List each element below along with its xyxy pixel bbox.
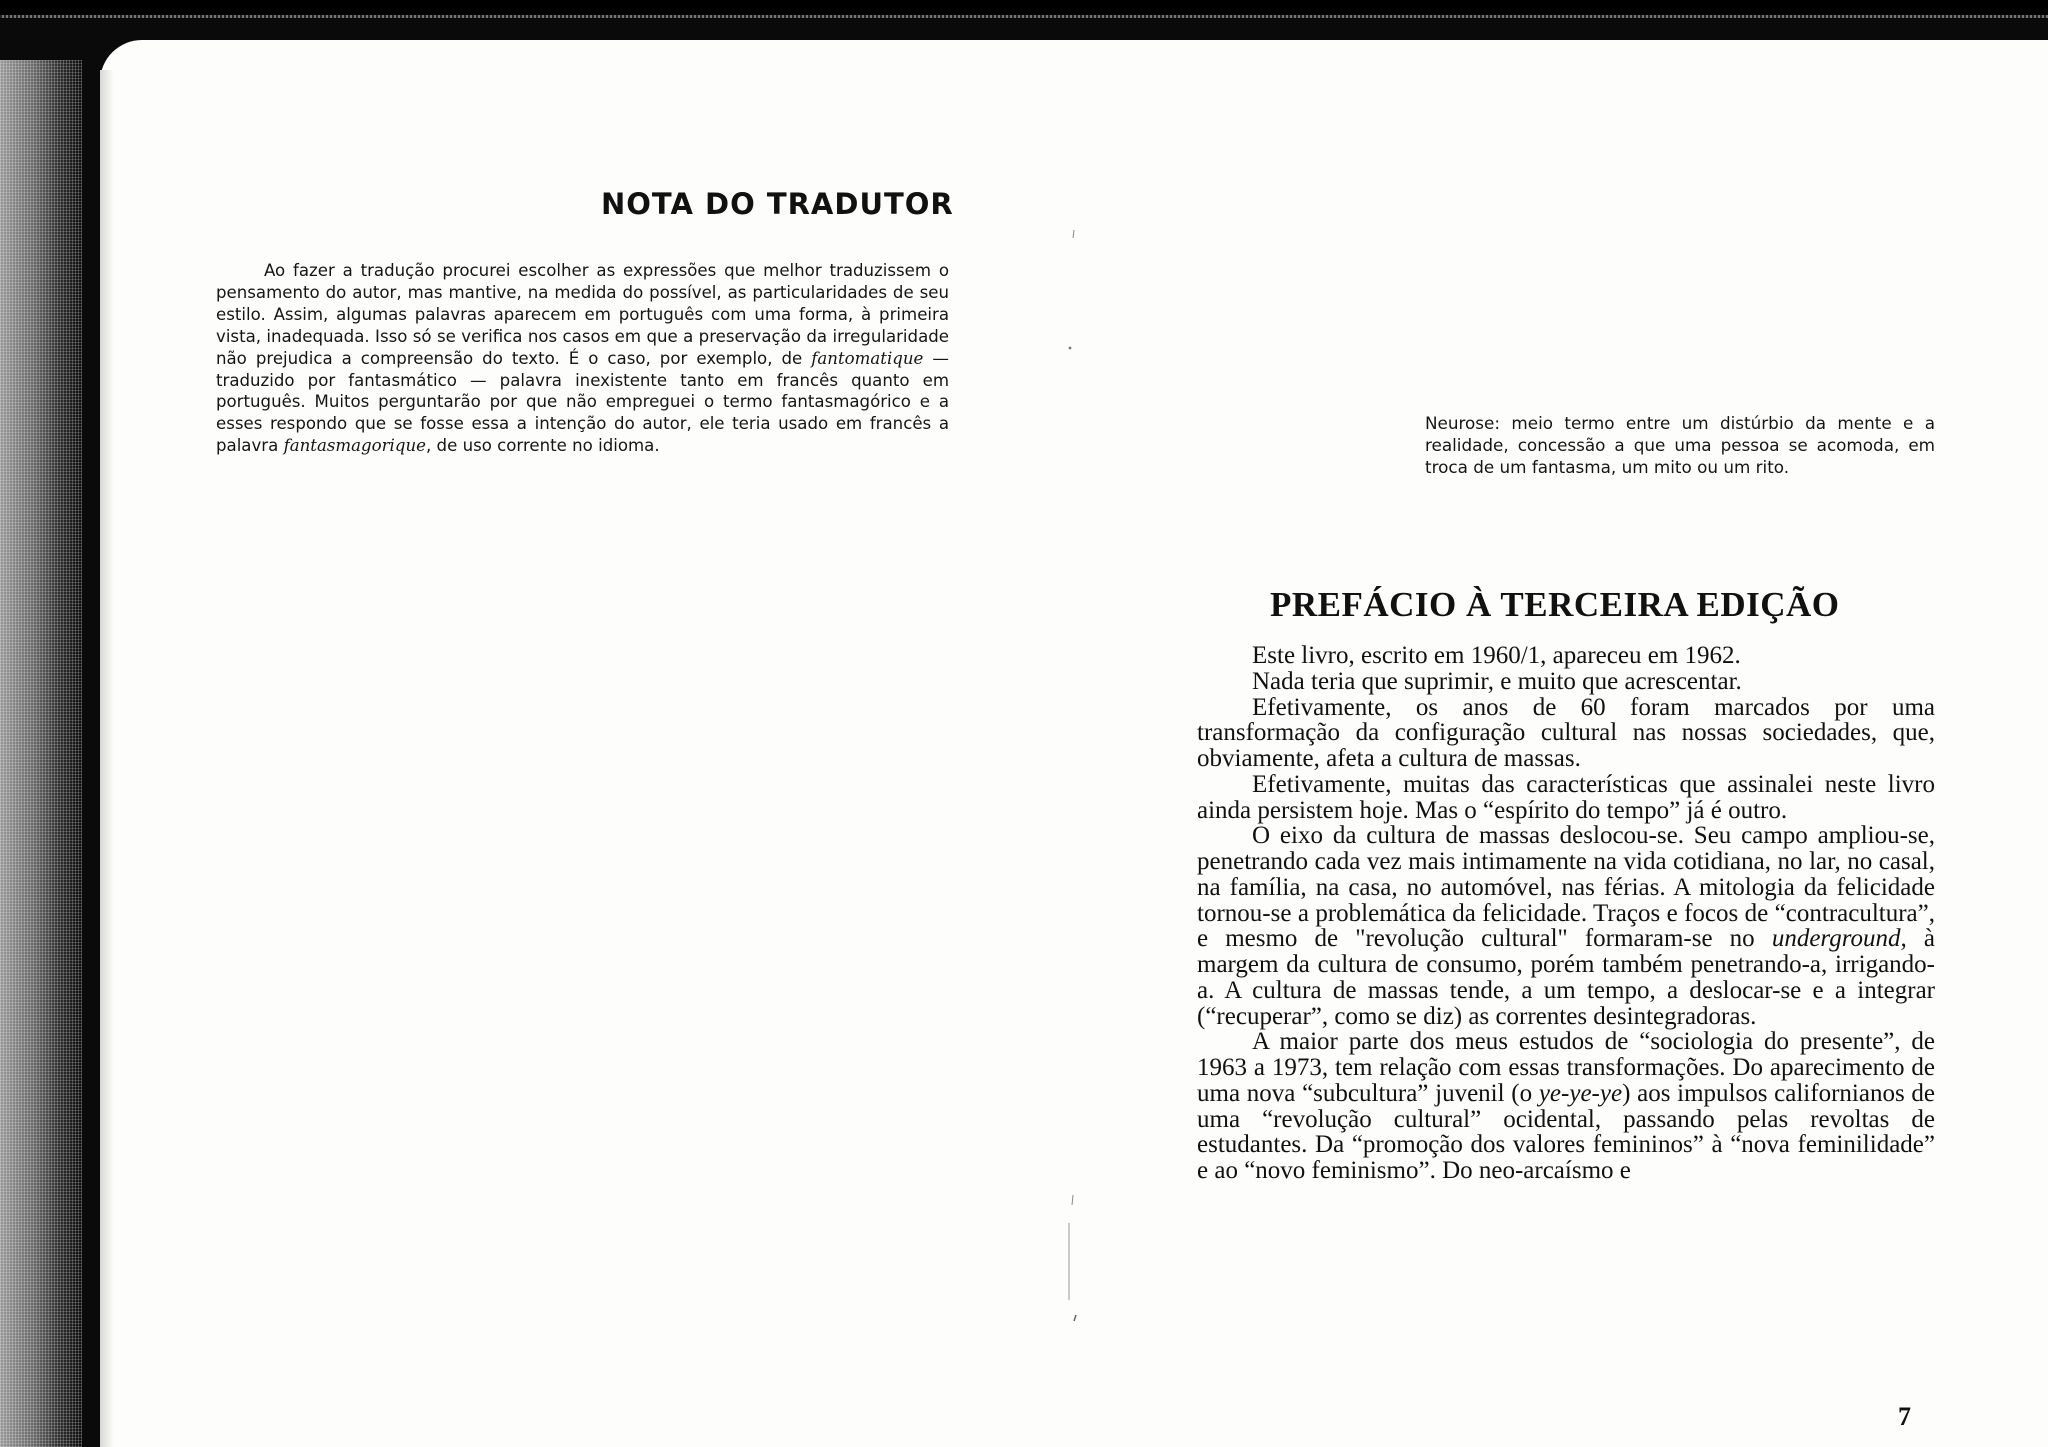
text-run: , de uso corrente no idioma. xyxy=(426,436,660,456)
scan-left-edge xyxy=(0,60,82,1447)
prefacio-paragraph xyxy=(1197,695,1935,772)
prefacio-paragraph xyxy=(1197,1029,1935,1184)
nota-do-tradutor-title: NOTA DO TRADUTOR xyxy=(601,187,954,222)
italic-term: underground, xyxy=(1771,925,1907,953)
text-run: à margem da cultura de consumo, porém também penetrando-a, irrigando-a. A cultura de massas tende, a um tempo, a deslocar-se e a integrar (“recuperar”, como se diz) as correntes desintegradoras. xyxy=(1197,925,1935,1030)
neurose-epigraph xyxy=(1425,412,1935,479)
italic-term: fantomatique xyxy=(811,348,924,368)
prefacio-text xyxy=(1197,643,1935,1184)
page-number: 7 xyxy=(1898,1402,1911,1431)
italic-term: ye-ye-ye xyxy=(1538,1079,1623,1107)
text-run: Nada teria que suprimir, e muito que acrescentar. xyxy=(1252,667,1742,695)
prefacio-paragraph xyxy=(1197,823,1935,1029)
prefacio-paragraph xyxy=(1197,669,1935,695)
text-run: Ao fazer a tradução procurei escolher as expressões que melhor traduzissem o pensamento do autor, mas mantive, na medida do possível, as particularidades de seu estilo. Assim, algumas palavras aparecem em português com uma forma, à primeira vista, inadequada. Isso só se verifica nos casos em que a preservação da irregularidade não prejudica a compreensão do texto. É o caso, por exemplo, de xyxy=(216,261,949,368)
text-run: A maior parte dos meus estudos de “sociologia do presente”, de 1963 a 1973, tem relação com essas transformações. Do aparecimento de uma nova “subcultura” juvenil (o xyxy=(1197,1028,1935,1107)
prefacio-paragraph xyxy=(1197,772,1935,824)
prefacio-title: PREFÁCIO À TERCEIRA EDIÇÃO xyxy=(1270,585,1840,625)
text-run: — traduzido por fantasmático — palavra inexistente tanto em francês quanto em português. Muitos perguntarão por que não empreguei o termo fantasmagórico e a esses respondo que se fosse essa a intenção do autor, ele teria usado em francês a palavra xyxy=(216,348,949,456)
text-run: Este livro, escrito em 1960/1, apareceu em 1962. xyxy=(1252,642,1741,669)
nota-do-tradutor-text xyxy=(216,260,949,457)
nota-paragraph xyxy=(216,260,949,457)
italic-term: fantasmagorique xyxy=(283,436,426,456)
text-run: O eixo da cultura de massas deslocou-se. Seu campo ampliou-se, penetrando cada vez mais intimamente na vida cotidiana, no lar, no casal, na família, na casa, no automóvel, nas férias. A mitologia da felicidade tornou-se a problemática da felicidade. Traços e focos de “contracultura”, e mesmo de "revolução cultural" formaram-se no xyxy=(1197,822,1935,953)
scan-top-border xyxy=(0,0,2048,18)
text-run: ) aos impulsos californianos de uma “revolução cultural” ocidental, passando pelas revoltas de estudantes. Da “promoção dos valores femininos” à “nova feminilidade” e ao “novo feminismo”. Do neo-arcaísmo e xyxy=(1197,1079,1935,1184)
text-run: Efetivamente, muitas das características que assinalei neste livro ainda persistem hoje. Mas o “espírito do tempo” já é outro. xyxy=(1197,770,1935,824)
epigraph-text: Neurose: meio termo entre um distúrbio da mente e a realidade, concessão a que uma pessoa se acomoda, em troca de um fantasma, um mito ou um rito. xyxy=(1425,413,1935,478)
prefacio-paragraph xyxy=(1197,643,1935,669)
text-run: Efetivamente, os anos de 60 foram marcados por uma transformação da configuração cultural nas nossas sociedades, que, obviamente, afeta a cultura de massas. xyxy=(1197,693,1935,772)
scan-specks xyxy=(1060,230,1090,1330)
page-edge-shadow xyxy=(100,70,114,1447)
